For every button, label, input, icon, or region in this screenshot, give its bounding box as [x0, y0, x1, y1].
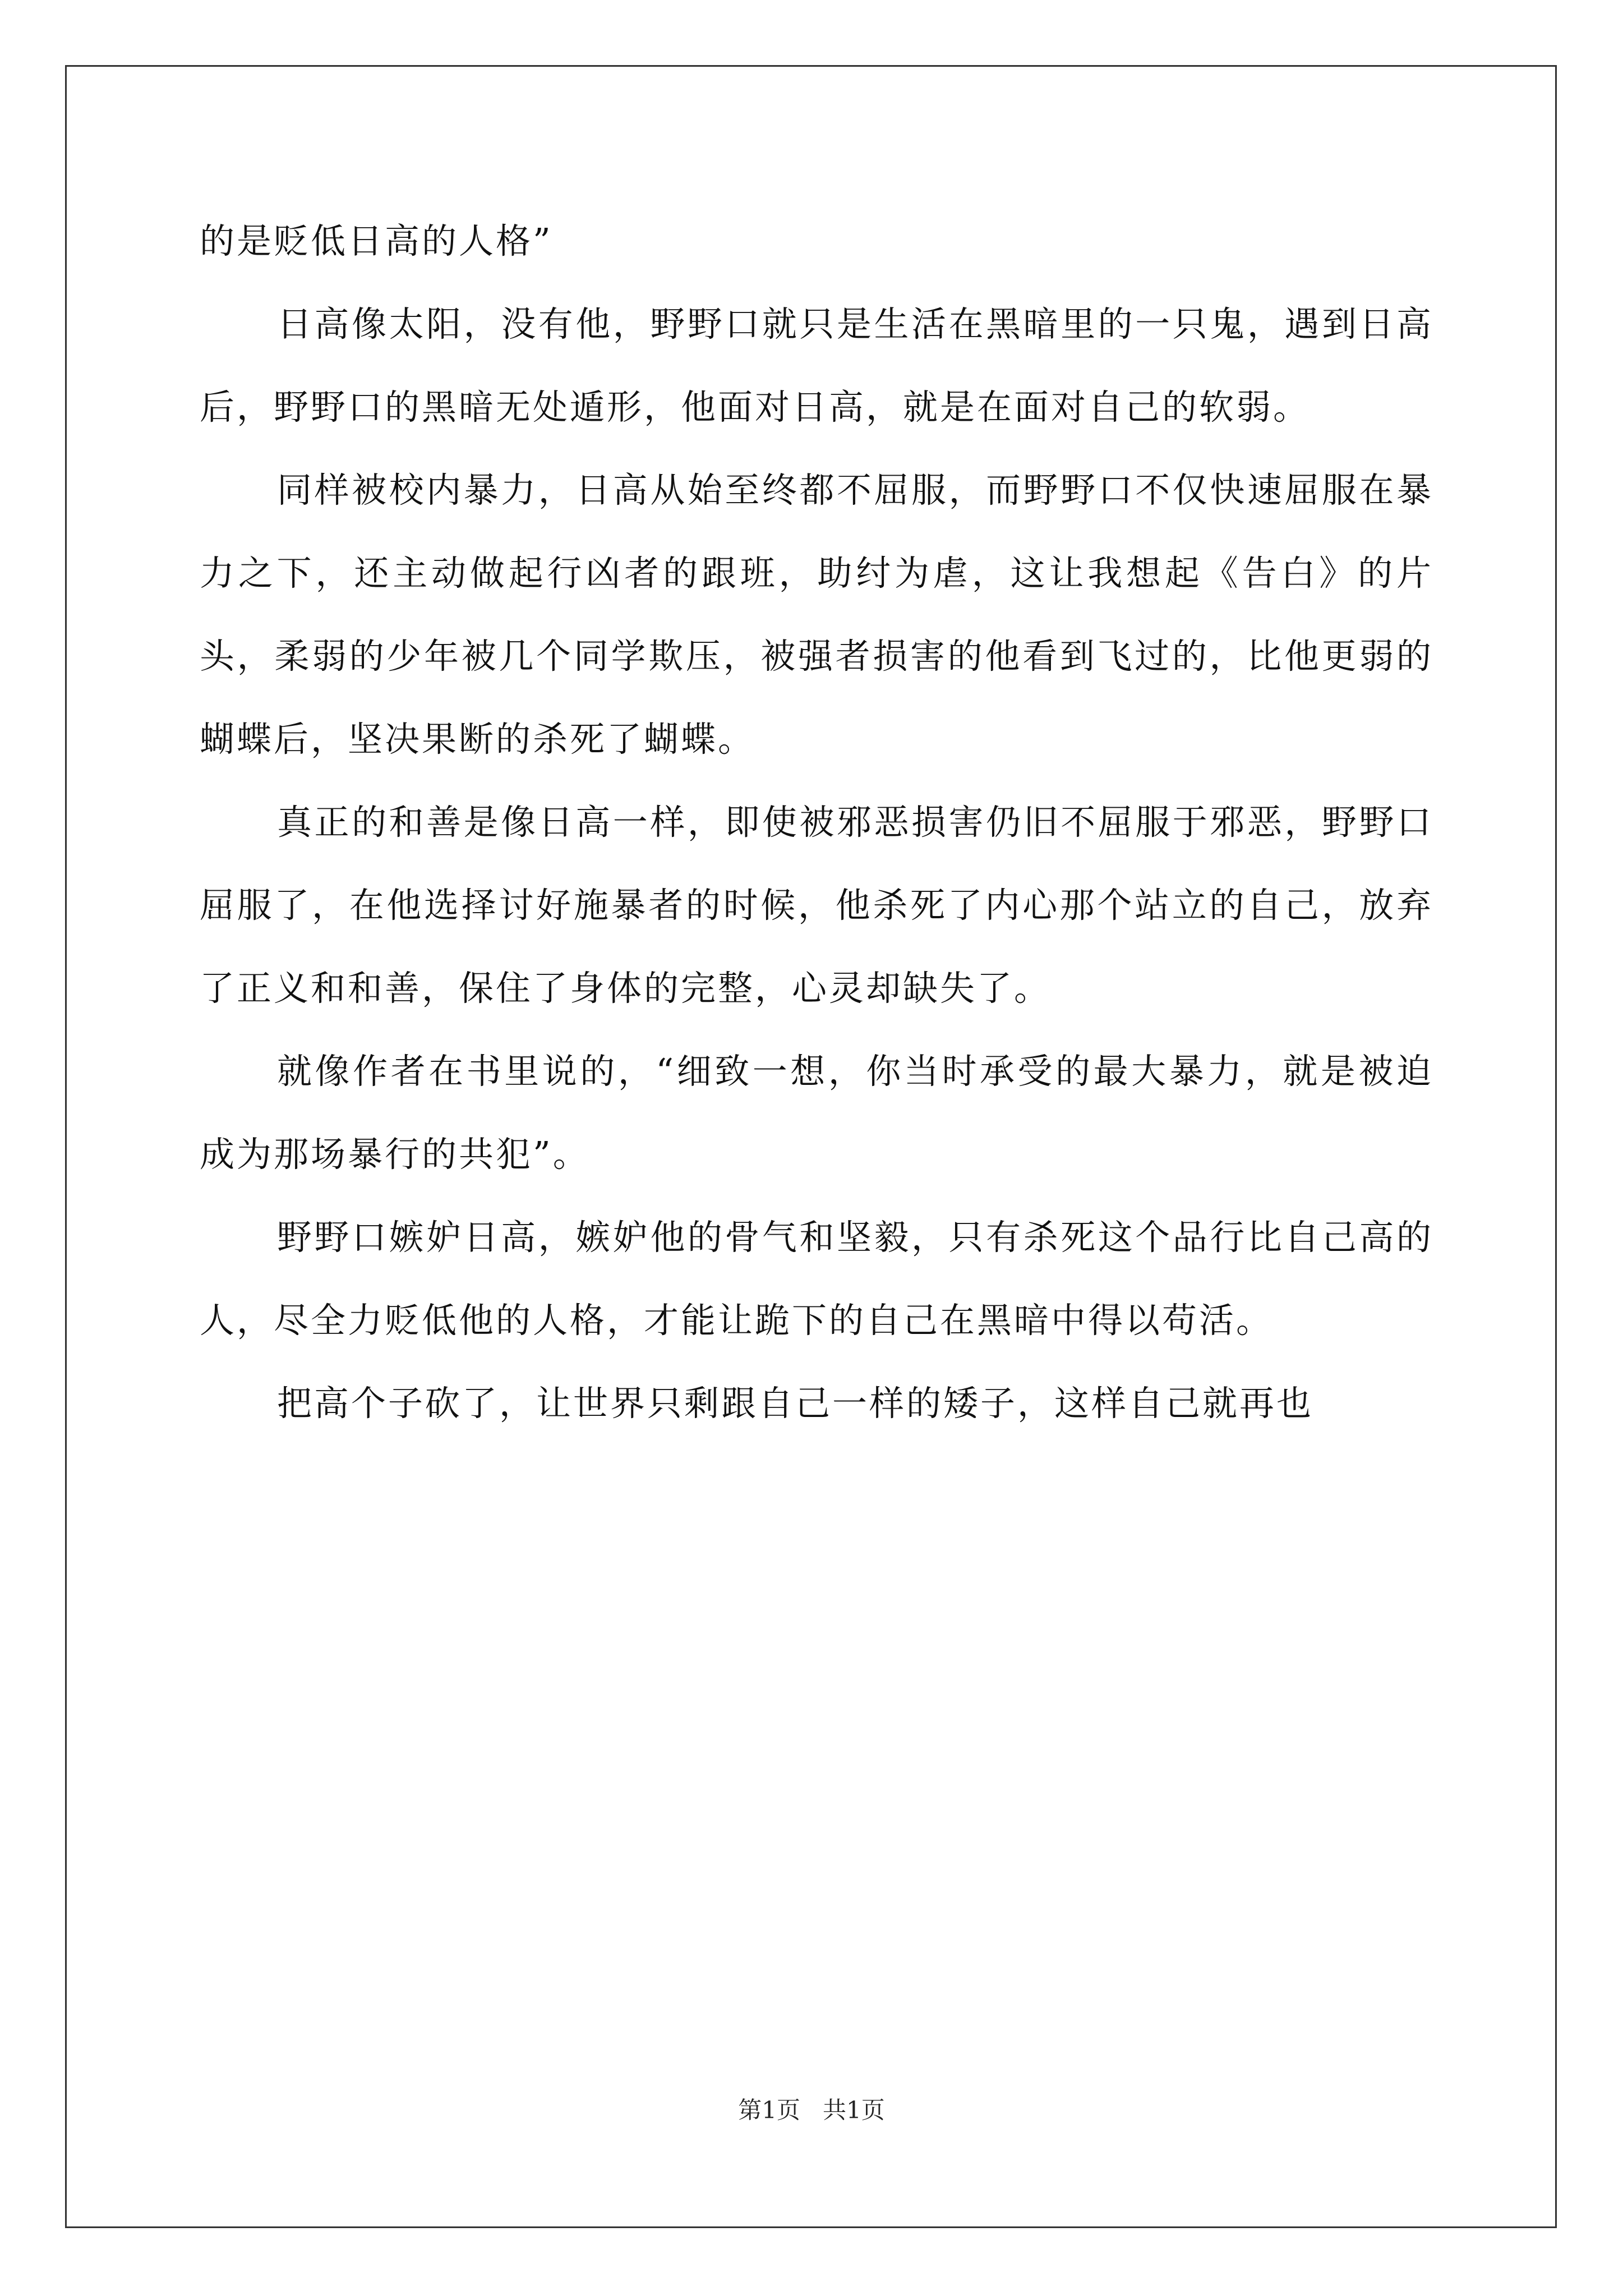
document-body [200, 200, 1433, 1445]
paragraph-2: 日高像太阳，没有他，野野口就只是生活在黑暗里的一只鬼，遇到日高后，野野口的黑暗无处遁形，他面对日高，就是在面对自己的软弱。 [200, 303, 1433, 427]
paragraph-3: 同样被校内暴力，日高从始至终都不屈服，而野野口不仅快速屈服在暴力之下，还主动做起行凶者的跟班，助纣为虐，这让我想起《告白》的片头，柔弱的少年被几个同学欺压，被强者损害的他看到飞过的，比他更弱的蝴蝶后，坚决果断的杀死了蝴蝶。 [200, 470, 1433, 760]
paragraph-4: 真正的和善是像日高一样，即使被邪恶损害仍旧不屈服于邪恶，野野口屈服了，在他选择讨好施暴者的时候，他杀死了内心那个站立的自己，放弃了正义和和善，保住了身体的完整，心灵却缺失了。 [200, 802, 1433, 1009]
paragraph-5: 就像作者在书里说的，“细致一想，你当时承受的最大暴力，就是被迫成为那场暴行的共犯”。 [200, 1051, 1433, 1175]
page-number-footer: 第1页 共1页 [738, 2096, 885, 2124]
paragraph-7: 把高个子砍了，让世界只剩跟自己一样的矮子，这样自己就再也 [277, 1383, 1314, 1424]
paragraph-1: 的是贬低日高的人格” [200, 220, 553, 261]
paragraph-6: 野野口嫉妒日高，嫉妒他的骨气和坚毅，只有杀死这个品行比自己高的人，尽全力贬低他的人格，才能让跪下的自己在黑暗中得以苟活。 [200, 1217, 1433, 1341]
